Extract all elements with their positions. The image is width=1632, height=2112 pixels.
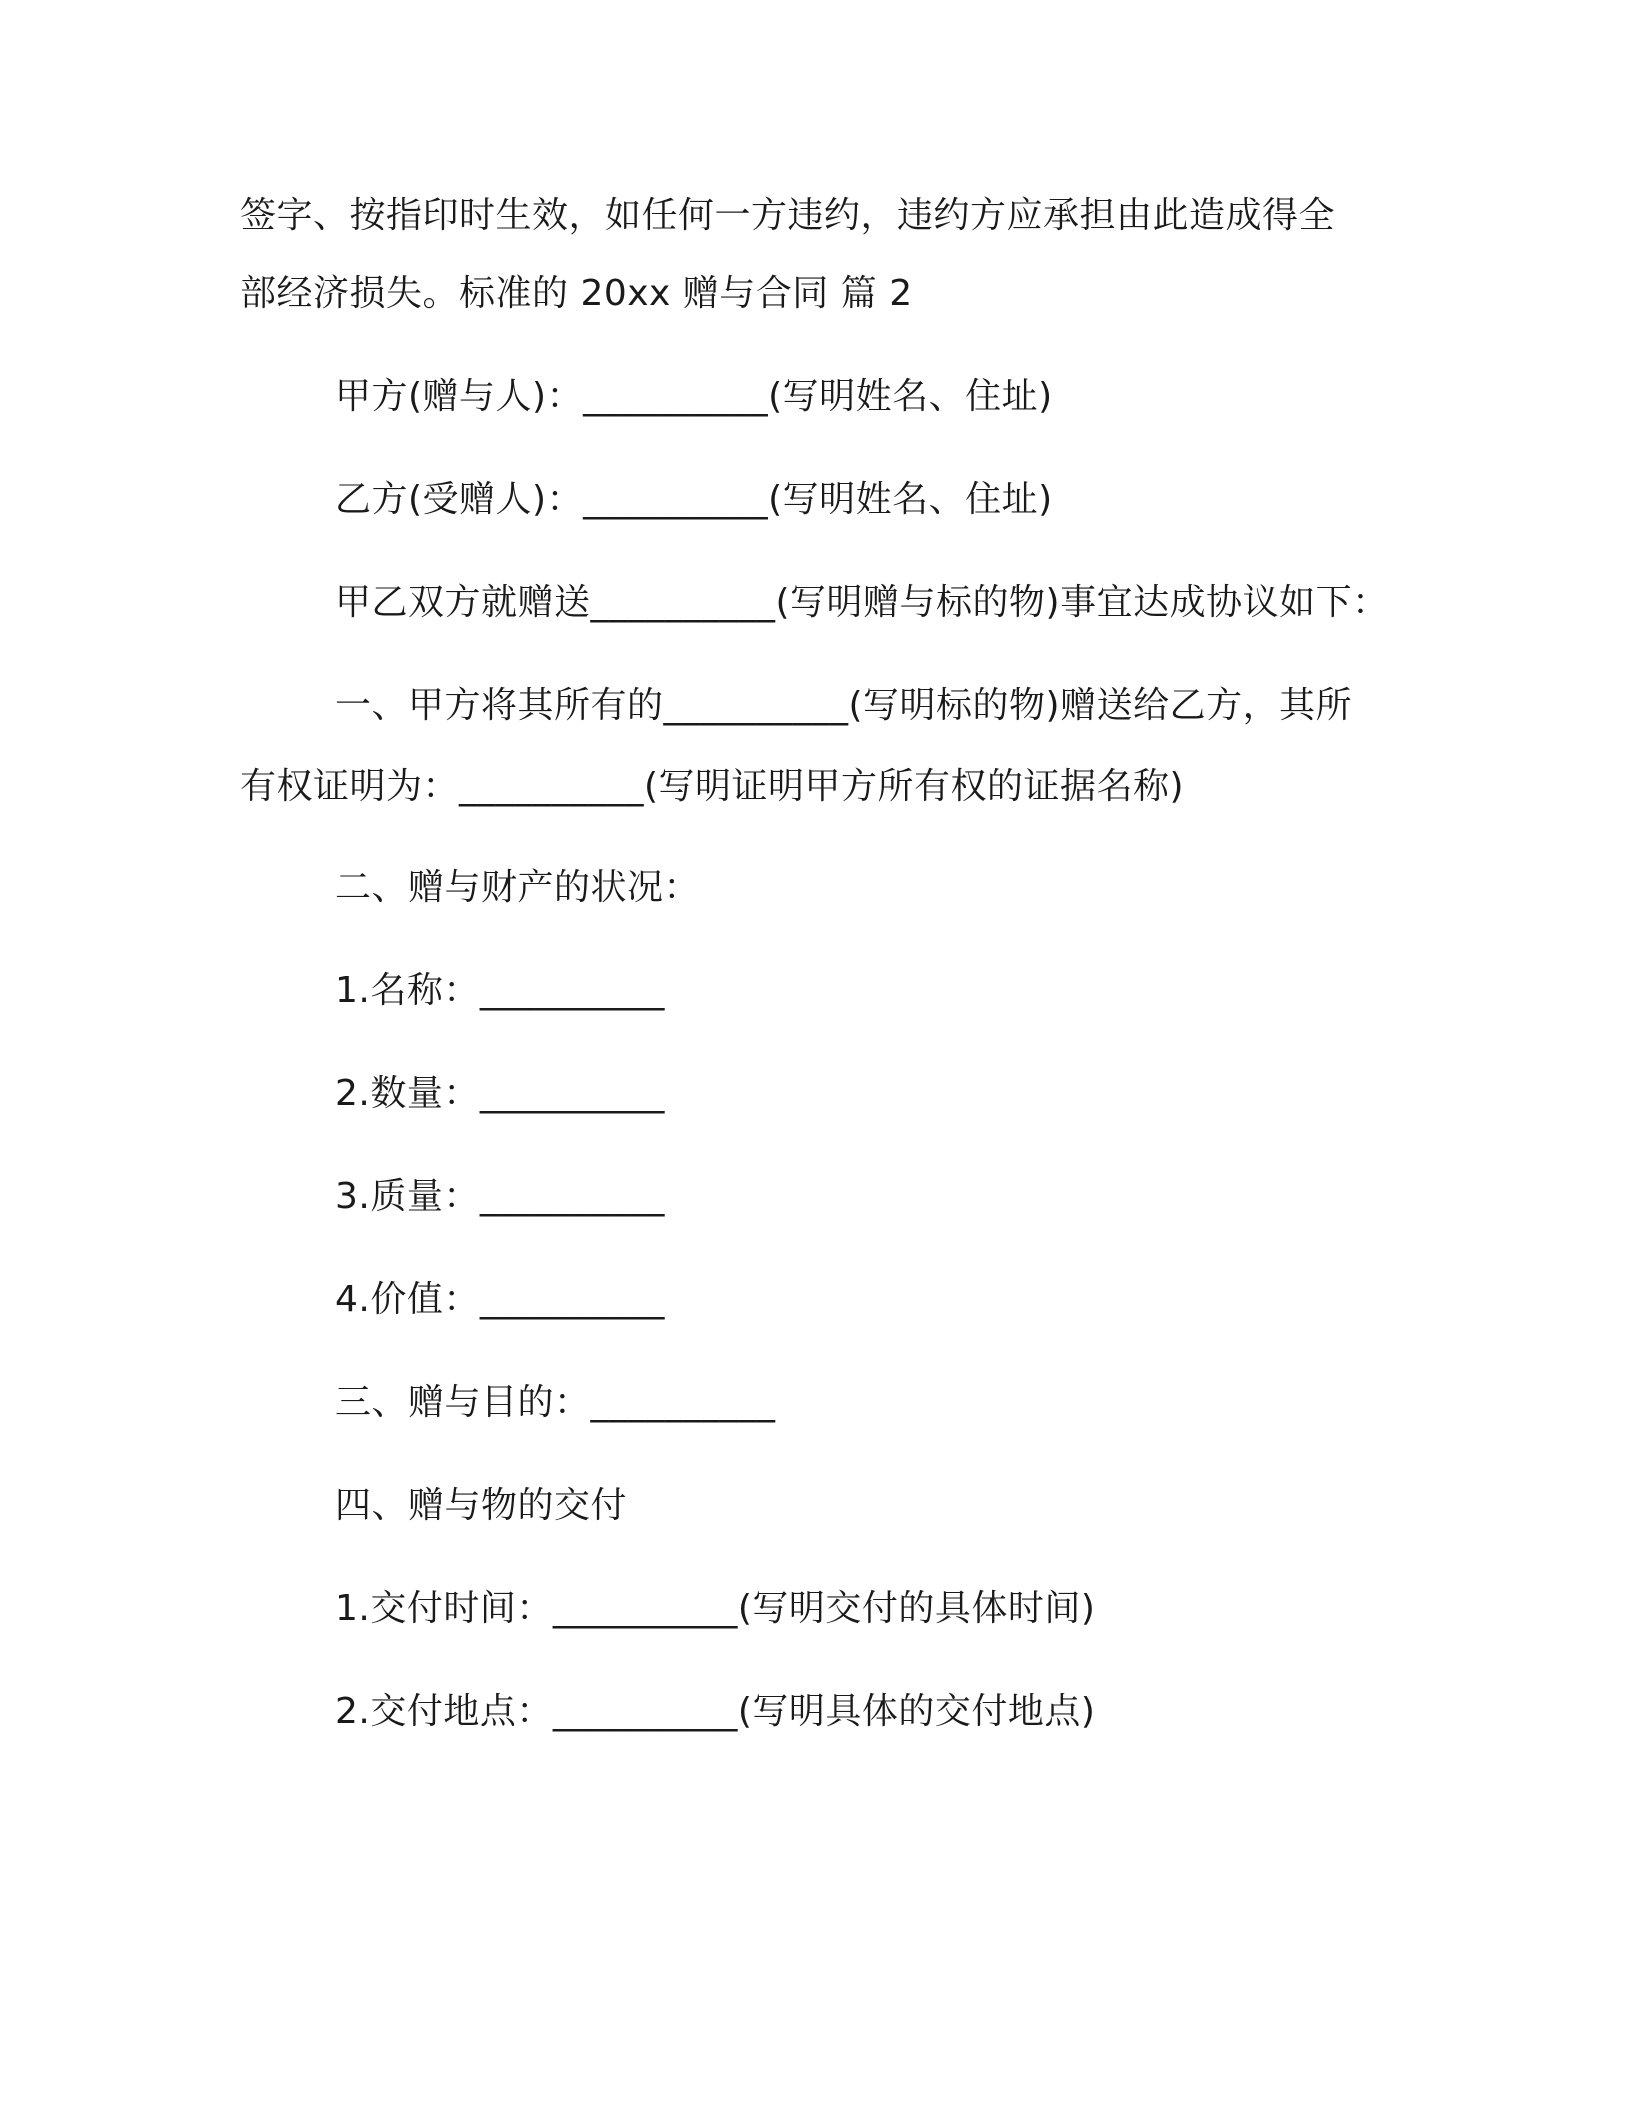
property-quality-line: 3.质量：__________ [335,1176,665,1217]
clause-1-line: 一、甲方将其所有的__________(写明标的物)赠送给乙方，其所 [335,685,1353,726]
property-name-line: 1.名称：__________ [335,970,665,1011]
property-value-line: 4.价值：__________ [335,1279,665,1320]
delivery-place-line: 2.交付地点：__________(写明具体的交付地点) [335,1691,1096,1732]
party-a-line: 甲方(赠与人)：__________(写明姓名、住址) [335,376,1053,417]
paragraph-line: 部经济损失。标准的 20xx 赠与合同 篇 2 [240,273,913,314]
delivery-time-line: 1.交付时间：__________(写明交付的具体时间) [335,1588,1096,1629]
clause-4-heading: 四、赠与物的交付 [335,1485,628,1526]
clause-3-line: 三、赠与目的：__________ [335,1382,776,1423]
party-b-line: 乙方(受赠人)：__________(写明姓名、住址) [335,479,1053,520]
paragraph-line: 签字、按指印时生效，如任何一方违约，违约方应承担由此造成得全 [240,195,1336,236]
clause-2-heading: 二、赠与财产的状况： [335,867,701,908]
agreement-intro-line: 甲乙双方就赠送__________(写明赠与标的物)事宜达成协议如下： [335,582,1389,623]
clause-1-continuation: 有权证明为：__________(写明证明甲方所有权的证据名称) [240,766,1185,807]
property-quantity-line: 2.数量：__________ [335,1073,665,1114]
